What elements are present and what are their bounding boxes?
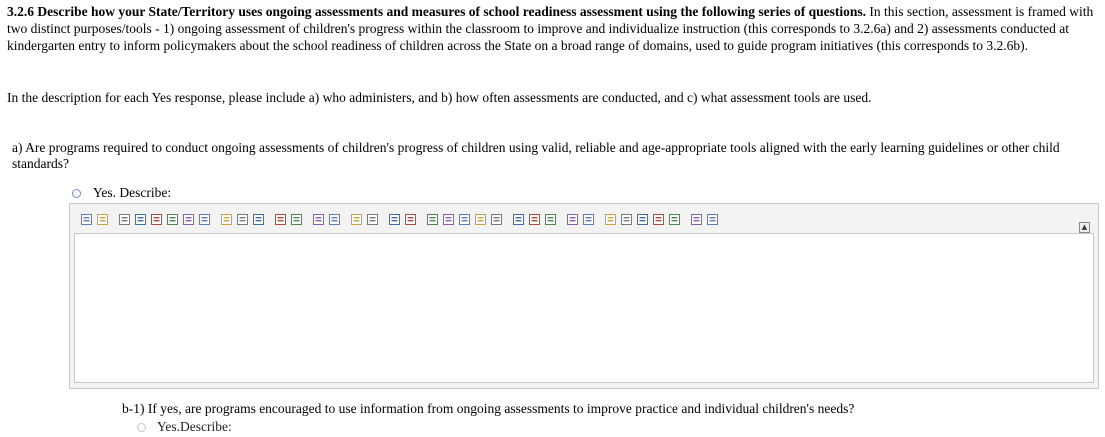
print-icon[interactable]: [220, 213, 233, 226]
outdent-icon[interactable]: [566, 213, 579, 226]
new-page-icon[interactable]: [80, 213, 93, 226]
strike-icon[interactable]: [474, 213, 487, 226]
select-all-icon[interactable]: [350, 213, 363, 226]
templates-icon[interactable]: [118, 213, 131, 226]
align-center-icon[interactable]: [636, 213, 649, 226]
superscript-icon[interactable]: [512, 213, 525, 226]
preview-icon[interactable]: [96, 213, 109, 226]
paste-icon[interactable]: [166, 213, 179, 226]
yes-radio-button[interactable]: [72, 189, 81, 198]
redo-icon[interactable]: [290, 213, 303, 226]
question-a-text: a) Are programs required to conduct ongoing assessments of children's progress of children using valid, reliable and age-appropriate tools aligned with the early learning guidelines or other child standards?: [12, 140, 1060, 171]
paste-text-icon[interactable]: [182, 213, 195, 226]
description-textarea[interactable]: [74, 233, 1094, 383]
ltr-icon[interactable]: [388, 213, 401, 226]
editor-toolbar: [80, 210, 722, 228]
find-icon[interactable]: [312, 213, 325, 226]
bulleted-list-icon[interactable]: [544, 213, 557, 226]
indent-icon[interactable]: [582, 213, 595, 226]
paste-word-icon[interactable]: [198, 213, 211, 226]
numbered-list-icon[interactable]: [528, 213, 541, 226]
b1-yes-radio-button[interactable]: [137, 423, 146, 432]
italic-icon[interactable]: [442, 213, 455, 226]
subscript-icon[interactable]: [490, 213, 503, 226]
section-heading: 3.2.6 Describe how your State/Territory uses ongoing assessments and measures of school readiness assessment using the following series of questions.: [7, 4, 867, 19]
blockquote-icon[interactable]: [604, 213, 617, 226]
remove-format-icon[interactable]: [366, 213, 379, 226]
b1-yes-option-label: Yes.Describe:: [157, 419, 232, 434]
section-intro: [7, 3, 1097, 54]
section-description: In this section, assessment is framed with two distinct purposes/tools - 1) ongoing assessment of children's progress within the classroom to improve and individualize instruction (this corresponds to 3.2.6a) and 2) assessments conducted at kindergarten entry to inform policymakers about the school readiness of children across the State on a broad range of domains, used to guide program initiatives (this corresponds to 3.2.6b).: [7, 4, 1094, 53]
justify-icon[interactable]: [668, 213, 681, 226]
collapse-toolbar-button[interactable]: ▲: [1079, 222, 1090, 233]
bold-icon[interactable]: [426, 213, 439, 226]
question-a-yes-option[interactable]: [72, 185, 171, 201]
unlink-icon[interactable]: [706, 213, 719, 226]
rtl-icon[interactable]: [404, 213, 417, 226]
spellcheck-icon[interactable]: [236, 213, 249, 226]
align-left-icon[interactable]: [620, 213, 633, 226]
undo-icon[interactable]: [274, 213, 287, 226]
cut-icon[interactable]: [134, 213, 147, 226]
yes-option-label: Yes. Describe:: [93, 185, 172, 200]
copy-icon[interactable]: [150, 213, 163, 226]
underline-icon[interactable]: [458, 213, 471, 226]
spellcheck-dropdown-icon[interactable]: [252, 213, 265, 226]
instruction-text: In the description for each Yes response, please include a) who administers, and b) how often assessments are conducted, and c) what assessment tools are used.: [7, 90, 872, 105]
align-right-icon[interactable]: [652, 213, 665, 226]
link-icon[interactable]: [690, 213, 703, 226]
question-b1-yes-option[interactable]: [137, 419, 232, 435]
rich-text-editor: [69, 203, 1099, 389]
replace-icon[interactable]: [328, 213, 341, 226]
question-b1-text: b-1) If yes, are programs encouraged to use information from ongoing assessments to improve practice and individual children's needs?: [122, 401, 855, 416]
